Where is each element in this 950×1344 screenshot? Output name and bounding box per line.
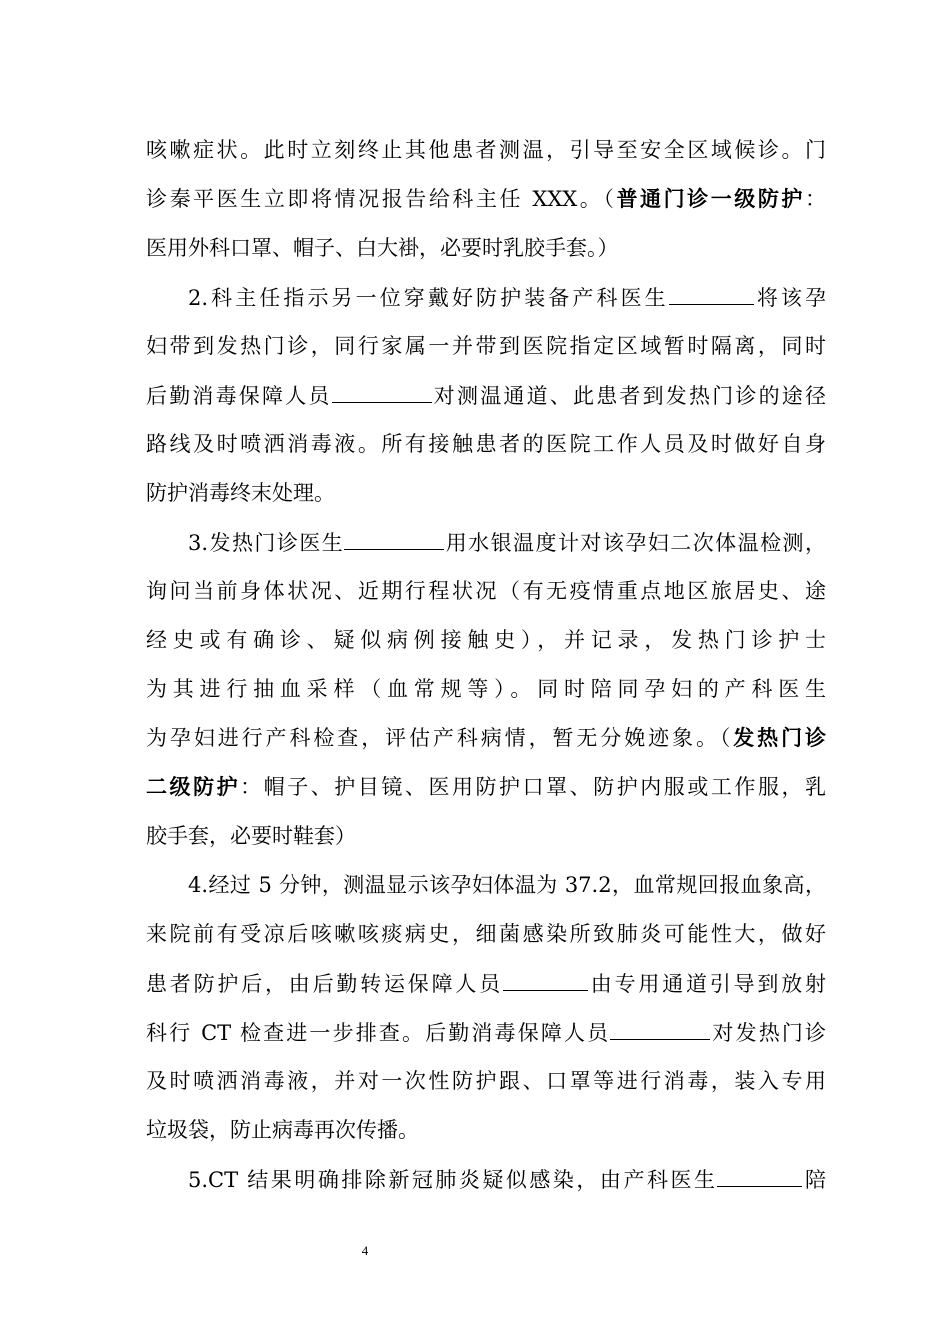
text-segment: 对发热门诊 — [710, 1021, 826, 1045]
text-segment: 询问当前身体状况、近期行程状况（有无疫情重点地区旅居史、途 — [146, 579, 826, 603]
text-line — [146, 968, 826, 998]
text-segment: 防护消毒终末处理。 — [146, 481, 335, 505]
text-line — [146, 184, 826, 214]
text-segment: ：帽子、护目镜、医用防护口罩、防护内服或工作服，乳 — [240, 775, 826, 799]
text-line — [188, 1164, 826, 1194]
fill-in-blank — [717, 1164, 802, 1187]
text-line — [188, 870, 826, 900]
text-segment: ： — [805, 187, 826, 211]
text-line — [146, 233, 826, 263]
text-segment: 由专用通道引导到放射 — [588, 972, 826, 996]
fill-in-blank — [503, 968, 588, 991]
text-line — [146, 331, 826, 361]
fill-in-blank — [669, 282, 754, 305]
text-segment: 医用外科口罩、帽子、白大褂，必要时乳胶手套。） — [146, 236, 619, 260]
text-segment: 为其进行抽血采样（血常规等）。同时陪同孕妇的产科医生 — [146, 677, 826, 701]
text-segment: 后勤消毒保障人员 — [146, 384, 332, 408]
text-segment: 路线及时喷洒消毒液。所有接触患者的医院工作人员及时做好自身 — [146, 432, 826, 456]
text-line — [146, 772, 826, 802]
text-line — [188, 527, 826, 557]
text-line — [146, 135, 826, 165]
text-line — [146, 723, 826, 753]
text-segment: 咳嗽症状。此时立刻终止其他患者测温，引导至安全区域候诊。门 — [146, 138, 826, 162]
text-segment: 用水银温度计对该孕妇二次体温检测， — [444, 531, 826, 555]
fill-in-blank — [610, 1017, 710, 1040]
text-segment: 垃圾袋，防止病毒再次传播。 — [146, 1118, 419, 1142]
text-segment: 妇带到发热门诊，同行家属一并带到医院指定区域暂时隔离，同时 — [146, 334, 826, 358]
text-line — [146, 380, 826, 410]
text-segment: 陪 — [802, 1168, 826, 1192]
bold-text: 普通门诊一级防护 — [616, 186, 805, 211]
text-segment: 诊秦平医生立即将情况报告给科主任 XXX。（ — [146, 187, 617, 211]
text-segment: 将该孕 — [753, 286, 826, 310]
text-segment: 对测温通道、此患者到发热门诊的途径 — [431, 384, 826, 408]
text-line — [146, 1017, 826, 1047]
fill-in-blank — [344, 527, 444, 550]
bold-text: 二级防护 — [146, 774, 241, 799]
page-number: 4 — [361, 1243, 369, 1258]
fill-in-blank — [332, 380, 432, 403]
text-segment: 2.科主任指示另一位穿戴好防护装备产科医生 — [188, 286, 669, 310]
text-line — [146, 821, 826, 851]
text-line — [146, 1115, 826, 1145]
text-segment: 3.发热门诊医生 — [188, 531, 345, 555]
text-line — [146, 429, 826, 459]
text-line — [146, 576, 826, 606]
text-segment: 胶手套，必要时鞋套） — [146, 824, 356, 848]
text-segment: 4.经过 5 分钟，测温显示该孕妇体温为 37.2，血常规回报血象高， — [188, 873, 826, 897]
text-line — [146, 674, 826, 704]
text-segment: 科行 CT 检查进一步排查。后勤消毒保障人员 — [146, 1021, 611, 1045]
text-line — [146, 625, 826, 655]
text-segment: 及时喷洒消毒液，并对一次性防护跟、口罩等进行消毒，装入专用 — [146, 1069, 826, 1093]
bold-text: 发热门诊 — [733, 725, 826, 750]
text-segment: 来院前有受凉后咳嗽咳痰病史，细菌感染所致肺炎可能性大，做好 — [146, 922, 826, 946]
text-segment: 患者防护后，由后勤转运保障人员 — [146, 972, 503, 996]
text-segment: 为孕妇进行产科检查，评估产科病情，暂无分娩迹象。（ — [146, 726, 734, 750]
text-line — [146, 1066, 826, 1096]
text-segment: 5.CT 结果明确排除新冠肺炎疑似感染，由产科医生 — [188, 1168, 718, 1192]
text-segment: 经史或有确诊、疑似病例接触史），并记录，发热门诊护士 — [146, 628, 826, 652]
text-line — [146, 478, 826, 508]
text-line — [146, 919, 826, 949]
text-line — [188, 282, 826, 312]
